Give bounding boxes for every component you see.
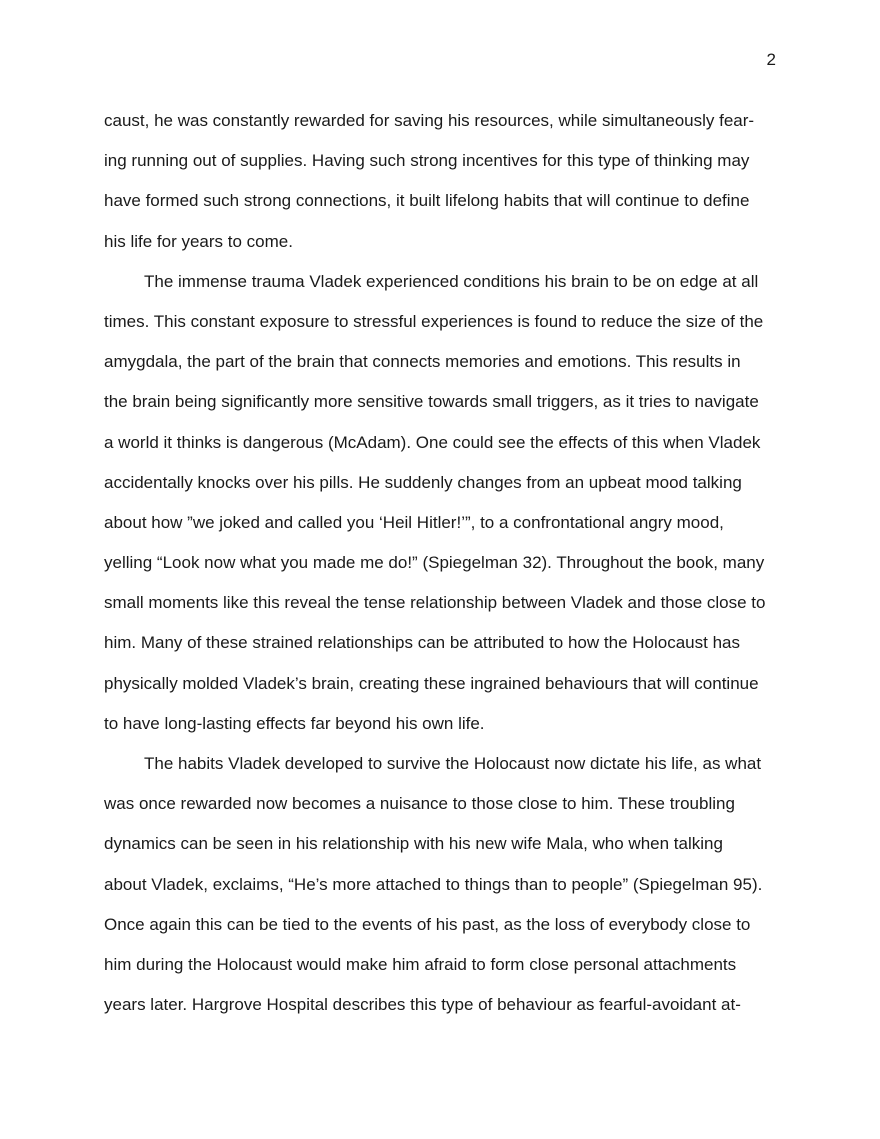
text-line: ing running out of supplies. Having such strong incentives for this type of thinking may xyxy=(104,151,750,171)
text-line: dynamics can be seen in his relationship with his new wife Mala, who when talking xyxy=(104,834,723,854)
text-line: The habits Vladek developed to survive the Holocaust now dictate his life, as what xyxy=(144,754,762,773)
text-line: him during the Holocaust would make him afraid to form close personal attachments xyxy=(104,954,737,974)
text-line: to have long-lasting effects far beyond his own life. xyxy=(104,713,485,733)
text-line: a world it thinks is dangerous (McAdam). One could see the effects of this when Vladek xyxy=(104,432,761,452)
text-line: have formed such strong connections, it built lifelong habits that will continue to define xyxy=(104,191,750,211)
body-text xyxy=(104,101,794,1025)
text-line: yelling “Look now what you made me do!” (Spiegelman 32). Throughout the book, many xyxy=(104,553,765,573)
text-line: accidentally knocks over his pills. He suddenly changes from an upbeat mood talking xyxy=(104,472,742,492)
text-line: physically molded Vladek’s brain, creating these ingrained behaviours that will continue xyxy=(104,673,759,693)
text-line: times. This constant exposure to stressful experiences is found to reduce the size of the xyxy=(104,311,764,331)
text-line: The immense trauma Vladek experienced conditions his brain to be on edge at all xyxy=(144,271,759,291)
text-line: was once rewarded now becomes a nuisance to those close to him. These troubling xyxy=(104,794,735,814)
text-line: about how ”we joked and called you ‘Heil Hitler!’”, to a confrontational angry mood, xyxy=(104,512,724,532)
page-number: 2 xyxy=(766,50,776,69)
text-line: him. Many of these strained relationships can be attributed to how the Holocaust has xyxy=(104,633,740,653)
text-line: Once again this can be tied to the events of his past, as the loss of everybody close to xyxy=(104,914,751,934)
text-line: about Vladek, exclaims, “He’s more attached to things than to people” (Spiegelman 95). xyxy=(104,874,763,894)
text-line: the brain being significantly more sensitive towards small triggers, as it tries to navigate xyxy=(104,392,759,412)
text-line: caust, he was constantly rewarded for saving his resources, while simultaneously fear- xyxy=(104,111,755,130)
text-line: small moments like this reveal the tense relationship between Vladek and those close to xyxy=(104,593,766,613)
text-line: amygdala, the part of the brain that connects memories and emotions. This results in xyxy=(104,352,741,372)
text-line: his life for years to come. xyxy=(104,231,293,251)
text-line: years later. Hargrove Hospital describes this type of behaviour as fearful-avoidant at- xyxy=(104,995,741,1015)
